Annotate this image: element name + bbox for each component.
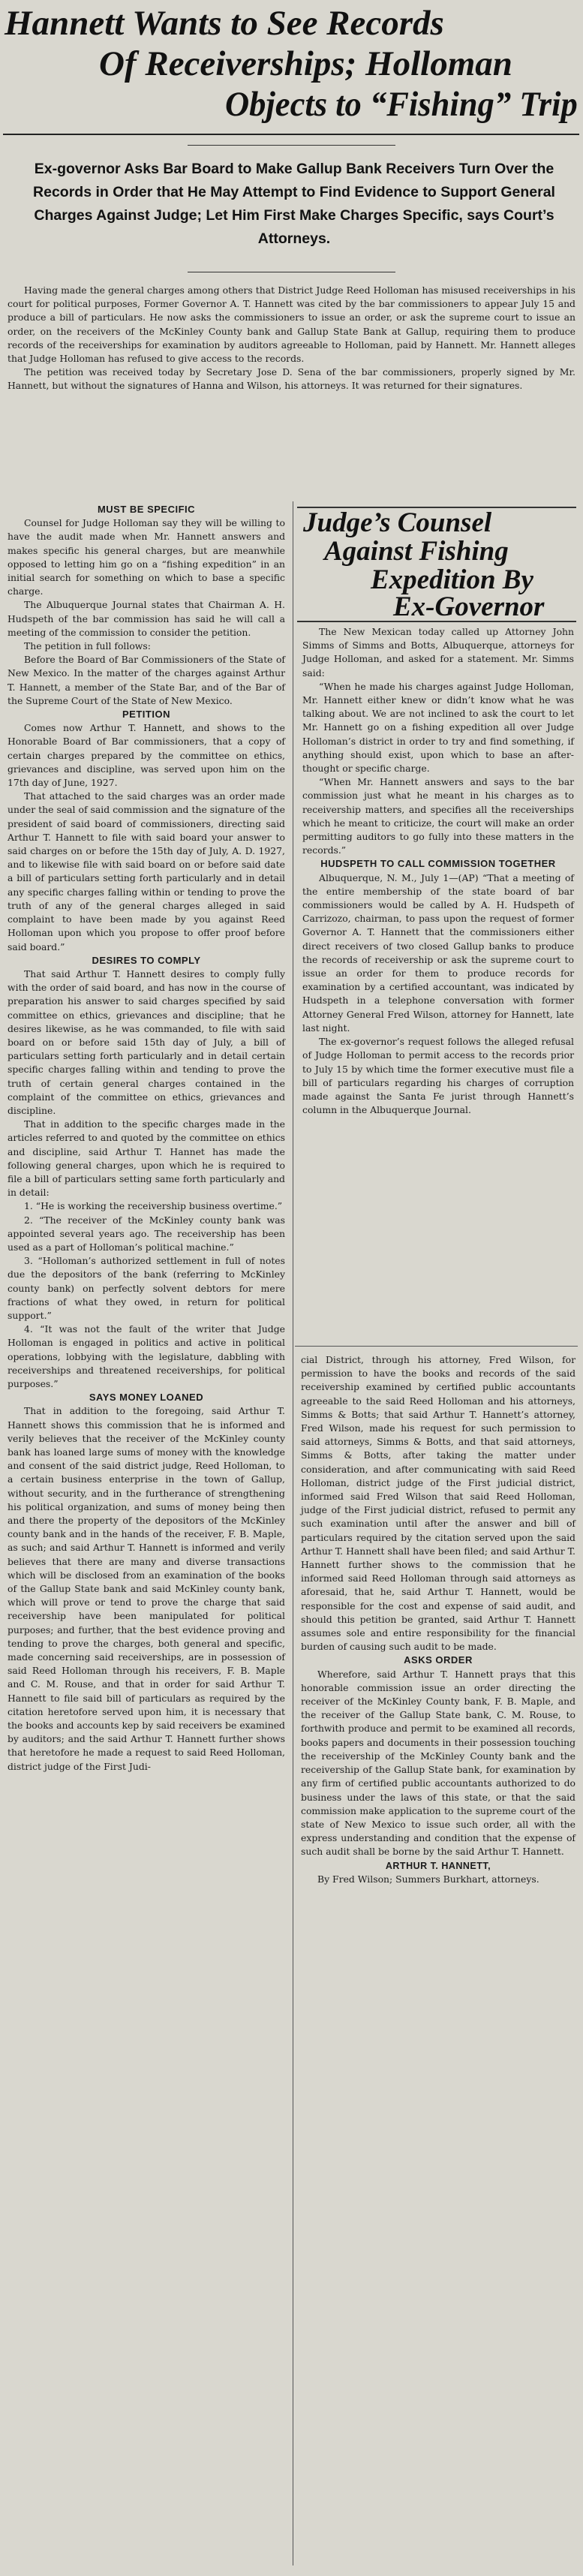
right-column	[301, 1353, 575, 1886]
sidebar-headline-line: Judge’s Counsel	[303, 507, 492, 538]
paragraph: Wherefore, said Arthur T. Hannett prays that this honorable commission issue an order directing the receiver of the McKinley County bank, F. B. Maple, and the receiver of the Gallup State bank, C. M. Rouse, to forthwith produce and permit to be examined all records, books papers and documents in their possession touching the receivership of the McKinley County bank and the receivership of the Gallup State bank, for examination by any firm of certified public accountants authorized to do business under the laws of this state, or that the said commission make application to the supreme court of the state of New Mexico to issue such order, all with the express understanding and condition that the expense of such audit shall be borne by the said Arthur T. Hannett.	[301, 1668, 575, 1858]
subhead-desires-to-comply: DESIRES TO COMPLY	[92, 954, 201, 966]
subhead-must-be-specific: MUST BE SPECIFIC	[97, 504, 196, 515]
subhead-says-money-loaned: SAYS MONEY LOANED	[89, 1392, 204, 1404]
headline-line-3: Objects to “Fishing” Trip	[225, 85, 578, 124]
paragraph: That said Arthur T. Hannett desires to comply fully with the order of said board, and has now in the course of preparation his answer to said charges specified by said committee on ethics, grievances and discipline; that he desires likewise, as he was commanded, to file with said board on or before said 15th day of July, a bill of particulars setting forth particularly and in detail certain specific charges falling within and tending to prove the truth of certain general charges contained in the complaint of the committee on ethics, grievances and discipline.	[8, 968, 285, 1116]
paragraph: 2. “The receiver of the McKinley county bank was appointed several years ago. The receivership has been used as a part of Holloman’s political machine.”	[8, 1214, 285, 1253]
paragraph: The Albuquerque Journal states that Chairman A. H. Hudspeth of the bar commission has said he will call a meeting of the commission to consider the petition.	[8, 599, 285, 638]
paragraph: cial District, through his attorney, Fred Wilson, for permission to have the books and records of the said receivership examined by certified public accountants agreeable to the said Reed Holloman and his attorneys, Simms & Botts; that said Arthur T. Hannett’s attorney, Fred Wilson, made his request for such permission to said attorneys, Simms & Botts, and that said attorneys, Simms & Botts, after taking the matter under consideration, and after communicating with said Reed Holloman, district judge of the First judicial district, informed said Fred Wilson that said Reed Holloman, judge of the First judicial district, refused to permit any such examination until after the answer and bill of particulars required by the citation served upon the said Arthur T. Hannett shall have been filed; and said Arthur T. Hannett further shows to the commission that he informed said Reed Holloman through said attorneys as aforesaid, that he, said Arthur T. Hannett, would be responsible for the cost and expense of said audit, and should this petition be granted, said Arthur T. Hannett assumes sole and entire responsibility for the financial burden of causing such audit to be made.	[301, 1354, 575, 1653]
lede-paragraphs	[8, 284, 575, 393]
paragraph: “When Mr. Hannett answers and says to the bar commission just what he meant in his charges as to receivership matters, and specifies all the receiverships which he meant to criticize, the court will make an order permitting auditors to go fully into these matters in the records.”	[302, 776, 574, 856]
paragraph: Before the Board of Bar Commissioners of the State of New Mexico. In the matter of the charges against Arthur T. Hannett, a member of the State Bar, and of the Bar of the Supreme Court of the State of New Mexico.	[8, 654, 285, 706]
sidebar-headline-line: Against Fishing	[324, 536, 509, 567]
subhead-petition: PETITION	[122, 709, 170, 721]
headline-line-1: Hannett Wants to See Records	[5, 4, 444, 43]
sidebar-bottom-rule	[295, 1346, 578, 1347]
paragraph: The New Mexican today called up Attorney John Simms of Simms and Botts, Albuquerque, attorneys for Judge Holloman, and asked for a statement. Mr. Simms said:	[302, 626, 574, 679]
paragraph: That in addition to the foregoing, said Arthur T. Hannett shows this commission that he is informed and verily believes that the receiver of the McKinley county bank has loaned large sums of money with the knowledge and consent of the said district judge, Reed Holloman, to a certain business enterprise in the town of Gallup, without security, and in the furtherance of strengthening his political organization, and sums of money being then and there the property of the depositors of the McKinley county bank and in the hands of the receiver, F. B. Maple, as such; and said Arthur T. Hannett is informed and verily believes that there are many and diverse transactions which will be disclosed from an examination of the books of the Gallup State bank and said McKinley county bank, which will prove or tend to prove the charge that said receivership have been manipulated for political purposes; and further, that the best evidence proving and tending to prove the charges, both general and specific, made concerning said receiverships, are in possession of said Reed Holloman through his receivers, F. B. Maple and C. M. Rouse, and that in order for said Arthur T. Hannett to file said bill of particulars as required by the citation heretofore served upon him, it is necessary that the books and accounts kep by said receivers be examined by auditors; and the said Arthur T. Hannett further shows that heretofore he made a request to said Reed Holloman, district judge of the First Judi-	[8, 1405, 285, 1772]
paragraph: 4. “It was not the fault of the writer that Judge Holloman is engaged in politics and active in political operations, lobbying with the legislature, dabbling with receiverships and threatened receiverships, for political purposes.”	[8, 1323, 285, 1389]
subhead-asks-order: ASKS ORDER	[404, 1654, 473, 1666]
lede-paragraph: Having made the general charges among others that District Judge Reed Holloman has misused receiverships in his court for political purposes, Former Governor A. T. Hannett was cited by the bar commissioners to appear July 15 and produce a bill of particulars. He now asks the commissioners to issue an order, or ask the supreme court to issue an order, on the receivers of the McKinley County bank and Gallup State Bank at Gallup, requiring them to produce records of the receiverships for examination by auditors agreeable to Holloman, paid by Hannett. Mr. Hannett alleges that Judge Holloman has refused to give access to the records.	[8, 284, 575, 365]
lede-paragraph: The petition was received today by Secretary Jose D. Sena of the bar commissioners, properly signed by Mr. Hannett, but without the signatures of Hanna and Wilson, his attorneys. It was returned for their signatures.	[8, 366, 575, 392]
left-column	[8, 503, 285, 1774]
signature: ARTHUR T. HANNETT,	[385, 1860, 491, 1871]
deck-subheadline: Ex-governor Asks Bar Board to Make Gallup Bank Receivers Turn Over the Records in Order that He May Attempt to Find Evidence to Support General Charges Against Judge; Let Him First Make Charges Specific, says Court’s Attorneys.	[33, 161, 555, 247]
paragraph: 3. “Holloman’s authorized settlement in full of notes due the depositors of the bank (referring to McKinley county bank) on perfectly solvent debtors for mere fractions of what they owed, in return for political support.”	[8, 1255, 285, 1321]
sidebar-headline-line: Ex-Governor	[393, 591, 545, 622]
paragraph: “When he made his charges against Judge Holloman, Mr. Hannett either knew or didn’t know what he was talking about. We are not inclined to ask the court to let Mr. Hannett go on a fishing expedition all over Judge Holloman’s district in order to try and find something, if anything should exist, upon which to base an after-thought or specific charge.	[302, 680, 574, 775]
paragraph: The ex-governor’s request follows the alleged refusal of Judge Holloman to permit access to the records prior to July 15 by which time the former executive must file a bill of particulars regarding his charges of corruption made against the Santa Fe jurist through Hannett’s column in the Albuquerque Journal.	[302, 1036, 574, 1116]
paragraph: Counsel for Judge Holloman say they will be willing to have the audit made when Mr. Hannett answers and makes specific his general charges, but are meanwhile opposed to letting him go on a “fishing expedition” in an initial search for something on which to base a specific charge.	[8, 517, 285, 597]
attorneys-line: By Fred Wilson; Summers Burkhart, attorneys.	[317, 1873, 539, 1885]
sidebar-headline-box	[297, 507, 576, 622]
paragraph: 1. “He is working the receivership business overtime.”	[24, 1200, 283, 1212]
headline-line-2: Of Receiverships; Holloman	[99, 44, 512, 83]
headline-rule	[3, 134, 579, 135]
paragraph: Comes now Arthur T. Hannett, and shows to the Honorable Board of Bar commissioners, that a copy of certain charges prepared by the committee on ethics, grievances and discipline, was served upon him on the 17th day of June, 1927.	[8, 722, 285, 789]
paragraph: That in addition to the specific charges made in the articles referred to and quoted by the committee on ethics and discipline, said Arthur T. Hannet has made the following general charges, upon which he is required to file a bill of particulars setting same forth particularly and in detail:	[8, 1118, 285, 1199]
paragraph: The petition in full follows:	[24, 640, 151, 652]
subhead-hudspeth: HUDSPETH TO CALL COMMISSION TOGETHER	[320, 858, 556, 870]
paragraph: That attached to the said charges was an order made under the seal of said commission and the signature of the president of said board of commissioners, directing said Arthur T. Hannett to file with said board your answer to said charges on or before the 15th day of July, A. D. 1927, and to likewise file with said board on or before said date a bill of particulars setting forth particularly and in detail any specific charges falling within or tending to prove the truth of any of the general charges alleged in said complaint to have been made by you against Reed Holloman upon which you propose to offer proof before said board.”	[8, 790, 285, 952]
sidebar-headline-line: Expedition By	[371, 564, 533, 595]
headline-short-rule	[188, 145, 395, 146]
paragraph: Albuquerque, N. M., July 1—(AP) “That a meeting of the entire membership of the state board of bar commissioners would be called by A. H. Hudspeth of Carrizozo, chairman, to pass upon the request of former Governor A. T. Hannett that the commissioners either direct receivers of two closed Gallup banks to produce the records of receivership or ask the supreme court to issue an order for them to produce records for examination by a certified accountant, was indicated by Hudspeth in a telephone conversation with former Attorney General Fred Wilson, attorney for Hannett, late last night.	[302, 871, 574, 1034]
sidebar-story	[302, 625, 574, 1117]
